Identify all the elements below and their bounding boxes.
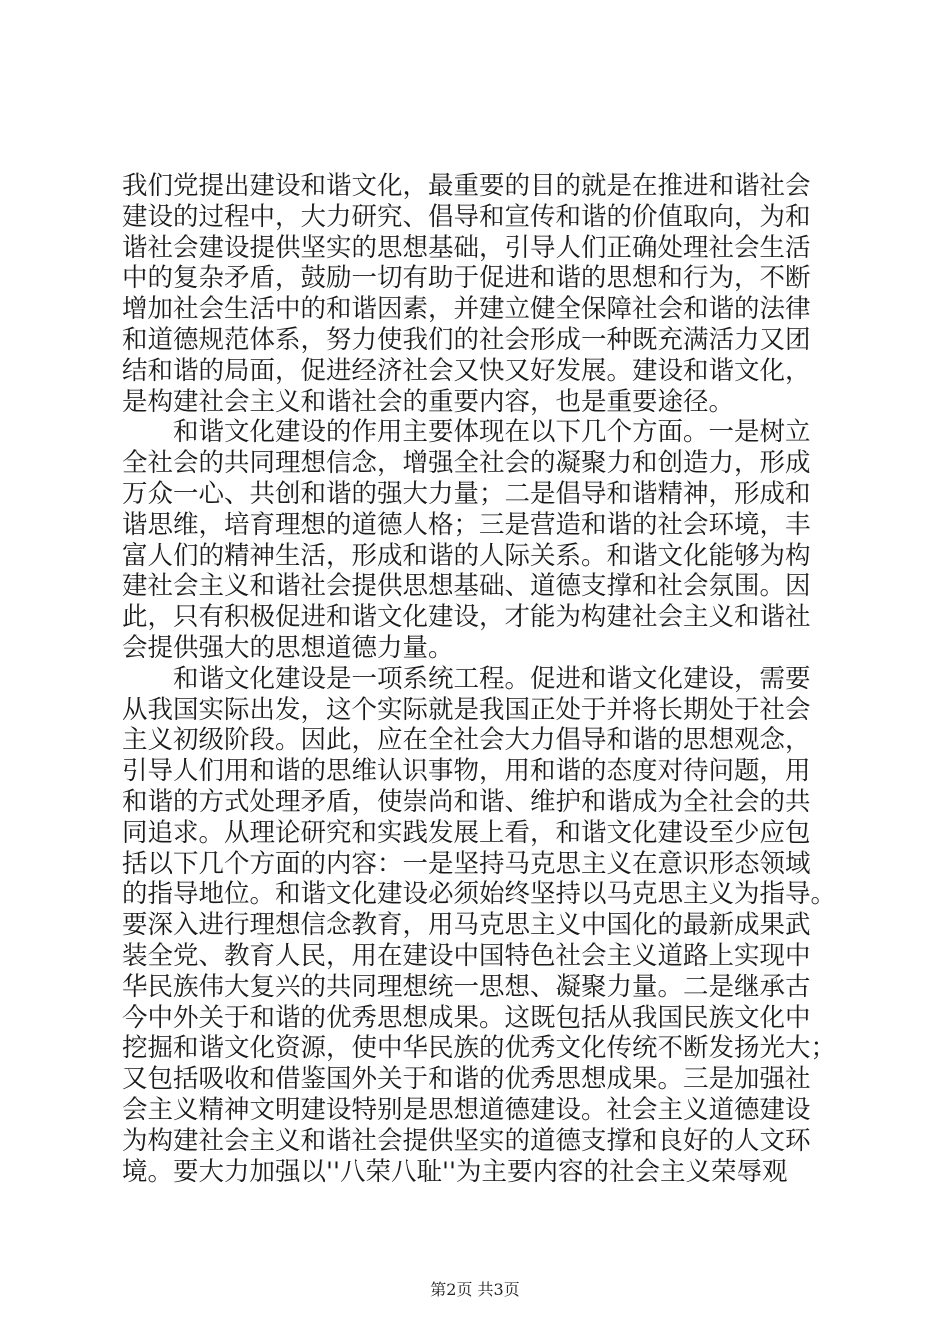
text-line: 会主义精神文明建设特别是思想道德建设。社会主义道德建设 [122,1094,811,1125]
text-line: 我们党提出建设和谐文化，最重要的目的就是在推进和谐社会 [122,171,811,201]
text-line: 会提供强大的思想道德力量。 [122,632,454,663]
text-line: 结和谐的局面，促进经济社会又快又好发展。建设和谐文化， [122,355,811,386]
paragraph-2 [122,417,842,663]
text-line: 和谐的方式处理矛盾，使崇尚和谐、维护和谐成为全社会的共 [122,786,811,817]
text-line: 主义初级阶段。因此，应在全社会大力倡导和谐的思想观念， [122,725,811,756]
document-body [122,171,842,1187]
text-line: 此，只有积极促进和谐文化建设，才能为构建社会主义和谐社 [122,602,811,633]
text-line: 和谐文化建设的作用主要体现在以下几个方面。一是树立 [122,417,811,448]
text-line: 又包括吸收和借鉴国外关于和谐的优秀思想成果。三是加强社 [122,1064,811,1095]
paragraph-3 [122,664,842,1188]
text-line: 建设的过程中，大力研究、倡导和宣传和谐的价值取向，为和 [122,201,811,232]
paragraph-1 [122,171,842,417]
text-line: 括以下几个方面的内容：一是坚持马克思主义在意识形态领域 [122,848,811,879]
text-line: 今中外关于和谐的优秀思想成果。这既包括从我国民族文化中 [122,1002,811,1033]
text-line: 全社会的共同理想信念，增强全社会的凝聚力和创造力，形成 [122,448,811,479]
text-line: 从我国实际出发，这个实际就是我国正处于并将长期处于社会 [122,694,811,725]
text-line: 装全党、教育人民，用在建设中国特色社会主义道路上实现中 [122,940,811,971]
text-line: 中的复杂矛盾，鼓励一切有助于促进和谐的思想和行为，不断 [122,263,811,294]
text-line: 谐社会建设提供坚实的思想基础，引导人们正确处理社会生活 [122,232,811,263]
text-line: 和谐文化建设是一项系统工程。促进和谐文化建设，需要 [122,663,811,694]
text-line: 富人们的精神生活，形成和谐的人际关系。和谐文化能够为构 [122,540,811,571]
text-line: 增加社会生活中的和谐因素，并建立健全保障社会和谐的法律 [122,294,811,325]
text-line: 要深入进行理想信念教育，用马克思主义中国化的最新成果武 [122,910,811,941]
text-line: 万众一心、共创和谐的强大力量；二是倡导和谐精神，形成和 [122,478,811,509]
text-line: 华民族伟大复兴的共同理想统一思想、凝聚力量。二是继承古 [122,971,811,1002]
text-line: 和道德规范体系，努力使我们的社会形成一种既充满活力又团 [122,324,811,355]
text-line: 引导人们用和谐的思维认识事物，用和谐的态度对待问题，用 [122,756,811,787]
text-line: 为构建社会主义和谐社会提供坚实的道德支撑和良好的人文环 [122,1125,811,1156]
text-line: 挖掘和谐文化资源，使中华民族的优秀文化传统不断发扬光大； [122,1033,837,1064]
text-line: 谐思维，培育理想的道德人格；三是营造和谐的社会环境，丰 [122,509,811,540]
page-number-footer: 第2页 共3页 [430,1280,520,1299]
text-line: 建社会主义和谐社会提供思想基础、道德支撑和社会氛围。因 [122,571,811,602]
text-line: 是构建社会主义和谐社会的重要内容，也是重要途径。 [122,386,735,417]
text-line: 同追求。从理论研究和实践发展上看，和谐文化建设至少应包 [122,817,811,848]
text-line: 境。要大力加强以''八荣八耻''为主要内容的社会主义荣辱观 [122,1156,788,1187]
text-line: 的指导地位。和谐文化建设必须始终坚持以马克思主义为指导。 [122,879,837,910]
